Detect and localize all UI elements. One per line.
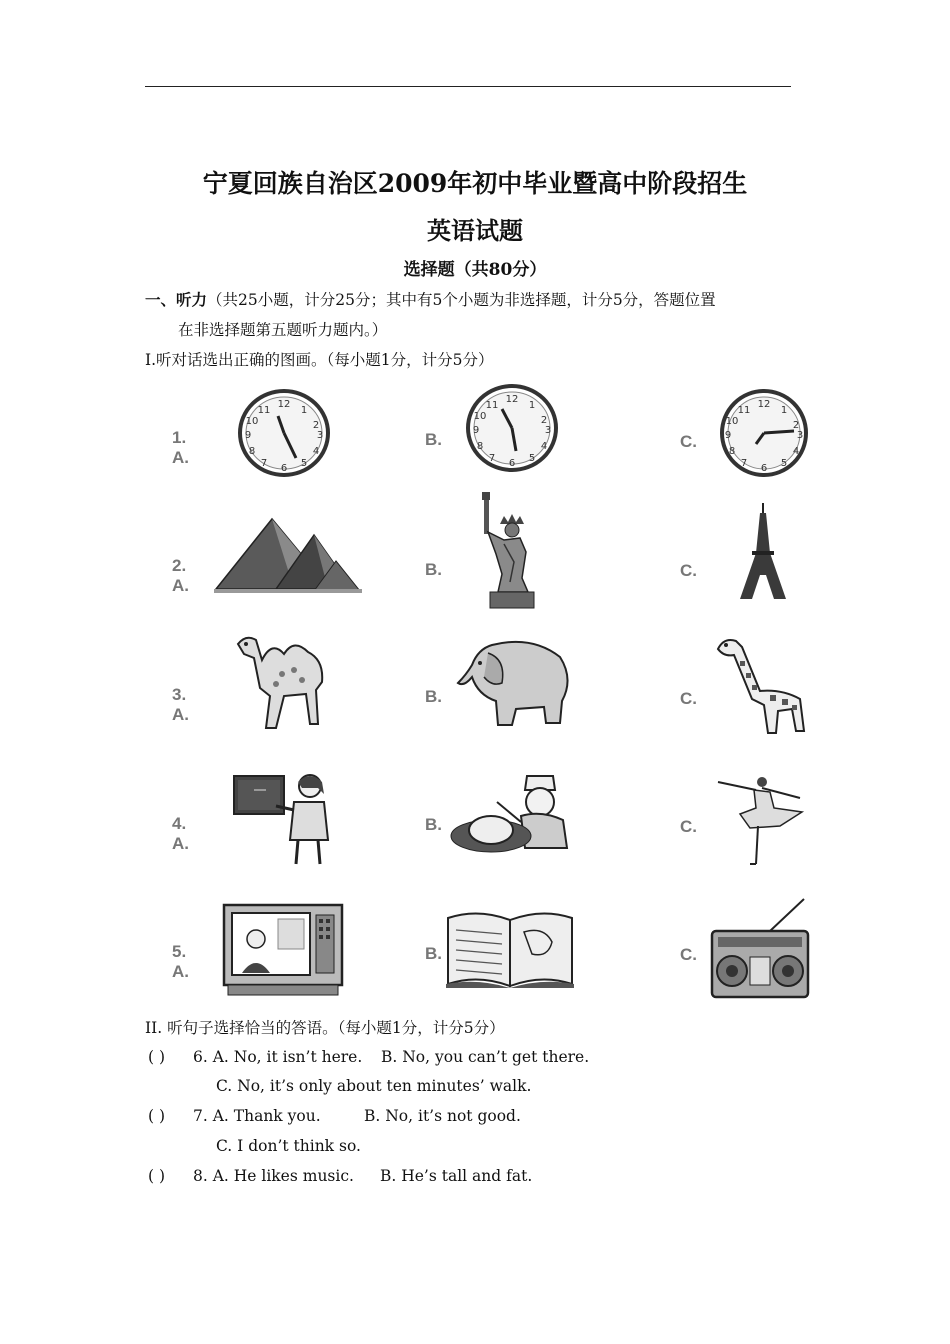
row2-label-b: B.	[425, 560, 442, 579]
svg-text:5: 5	[780, 458, 788, 469]
answer-blank-7[interactable]: ( )	[148, 1107, 166, 1125]
svg-text:8: 8	[728, 446, 736, 457]
section2-title: II. 听句子选择恰当的答语。（每小题1分，计分5分）	[145, 1019, 505, 1037]
row5-label-a: 5. A.	[172, 942, 189, 981]
svg-text:12: 12	[757, 399, 771, 410]
row5-label-b: B.	[425, 944, 442, 963]
q6-option-b: B. No, you can’t get there.	[381, 1048, 590, 1066]
svg-text:10: 10	[473, 411, 487, 422]
part1-heading-bold: 一、听力	[145, 290, 208, 309]
dancer-icon[interactable]	[710, 768, 810, 868]
svg-text:9: 9	[472, 425, 480, 436]
answer-blank-6[interactable]: ( )	[148, 1048, 166, 1066]
svg-text:6: 6	[760, 463, 768, 474]
row5-label-c: C.	[680, 945, 697, 964]
svg-text:4: 4	[792, 446, 800, 457]
exam-title: 宁夏回族自治区2009年初中毕业暨高中阶段招生	[202, 169, 748, 198]
svg-text:3: 3	[544, 425, 552, 436]
svg-text:7: 7	[740, 458, 748, 469]
svg-text:4: 4	[312, 446, 320, 457]
q7-option-a: 7. A. Thank you.	[193, 1107, 321, 1125]
row1-label-c: C.	[680, 432, 697, 451]
row2-label-a: 2. A.	[172, 556, 189, 595]
svg-text:2: 2	[540, 415, 548, 426]
svg-text:5: 5	[528, 453, 536, 464]
svg-text:7: 7	[260, 458, 268, 469]
svg-text:11: 11	[737, 405, 751, 416]
part1-heading-cont: 在非选择题第五题听力题内。）	[178, 321, 388, 339]
book-icon[interactable]	[444, 908, 576, 990]
q8-option-a: 8. A. He likes music.	[193, 1167, 354, 1185]
clock-icon[interactable]	[464, 383, 560, 473]
part1-heading	[145, 288, 716, 310]
q6-option-a: 6. A. No, it isn’t here.	[193, 1048, 363, 1066]
svg-text:1: 1	[780, 405, 788, 416]
svg-text:11: 11	[257, 405, 271, 416]
svg-text:11: 11	[485, 400, 499, 411]
row3-label-b: B.	[425, 687, 442, 706]
section-title: 选择题（共80分）	[403, 260, 547, 280]
row4-label-c: C.	[680, 817, 697, 836]
svg-text:2: 2	[312, 420, 320, 431]
q7-option-b: B. No, it’s not good.	[364, 1107, 521, 1125]
svg-text:4: 4	[540, 441, 548, 452]
row4-label-a: 4. A.	[172, 814, 189, 853]
svg-text:10: 10	[725, 416, 739, 427]
svg-text:6: 6	[280, 463, 288, 474]
svg-text:2: 2	[792, 420, 800, 431]
radio-icon[interactable]	[710, 897, 812, 1001]
svg-text:3: 3	[316, 430, 324, 441]
tv-icon[interactable]	[222, 903, 344, 997]
row2-label-c: C.	[680, 561, 697, 580]
svg-text:1: 1	[528, 400, 536, 411]
svg-text:10: 10	[245, 416, 259, 427]
svg-text:6: 6	[508, 458, 516, 469]
svg-text:12: 12	[277, 399, 291, 410]
q6-option-c: C. No, it’s only about ten minutes’ walk.	[216, 1077, 532, 1095]
row3-label-c: C.	[680, 689, 697, 708]
part1-heading-rest: （共25小题，计分25分；其中有5个小题为非选择题，计分5分，答题位置	[207, 291, 716, 309]
q7-option-c: C. I don’t think so.	[216, 1137, 361, 1155]
q8-option-b: B. He’s tall and fat.	[380, 1167, 533, 1185]
clock-icon[interactable]	[236, 388, 332, 478]
teacher-icon[interactable]	[232, 770, 334, 870]
clock-icon[interactable]	[718, 388, 810, 478]
svg-text:1: 1	[300, 405, 308, 416]
svg-text:8: 8	[476, 441, 484, 452]
row4-label-b: B.	[425, 815, 442, 834]
elephant-icon[interactable]	[452, 635, 576, 727]
eiffel-tower-icon[interactable]	[728, 503, 798, 603]
giraffe-icon[interactable]	[712, 633, 810, 737]
row1-label-a: 1. A.	[172, 428, 189, 467]
header-rule	[145, 86, 791, 87]
svg-text:9: 9	[244, 430, 252, 441]
svg-text:5: 5	[300, 458, 308, 469]
svg-text:7: 7	[488, 453, 496, 464]
svg-text:12: 12	[505, 394, 519, 405]
camel-icon[interactable]	[232, 630, 332, 738]
section1-title: Ⅰ.听对话选出正确的图画。（每小题1分，计分5分）	[145, 351, 494, 369]
pyramids-icon[interactable]	[214, 513, 362, 595]
svg-text:9: 9	[724, 430, 732, 441]
exam-subject: 英语试题	[427, 216, 523, 245]
answer-blank-8[interactable]: ( )	[148, 1167, 166, 1185]
row1-label-b: B.	[425, 430, 442, 449]
row3-label-a: 3. A.	[172, 685, 189, 724]
statue-of-liberty-icon[interactable]	[470, 492, 550, 610]
svg-text:8: 8	[248, 446, 256, 457]
nurse-icon[interactable]	[445, 772, 577, 862]
svg-text:3: 3	[796, 430, 804, 441]
